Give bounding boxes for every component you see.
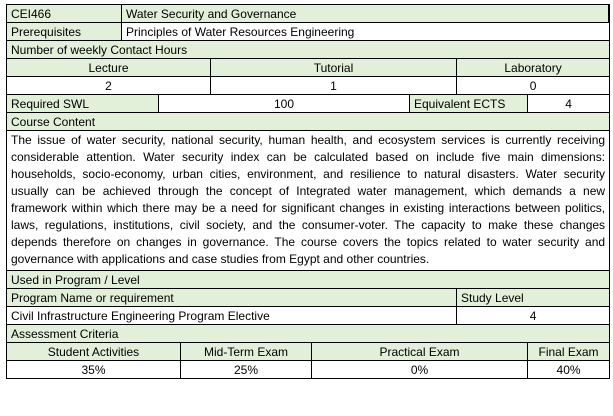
final-exam-value: 40%: [528, 361, 610, 379]
course-content-heading-row: [7, 113, 610, 131]
required-swl-label: Required SWL: [7, 95, 159, 113]
program-heading-row: [7, 271, 610, 289]
course-spec-table: [6, 4, 610, 379]
student-activities-value: 35%: [7, 361, 181, 379]
prerequisites-value: Principles of Water Resources Engineering: [122, 23, 610, 41]
laboratory-hours: 0: [457, 77, 610, 95]
student-activities-label: Student Activities: [7, 343, 181, 361]
contact-hours-values-row: [7, 77, 610, 95]
contact-hours-heading-row: [7, 41, 610, 59]
contact-hours-heading: Number of weekly Contact Hours: [7, 41, 610, 59]
assessment-values-row: [7, 361, 610, 379]
course-content-heading: Course Content: [7, 113, 610, 131]
prerequisites-label: Prerequisites: [7, 23, 122, 41]
program-columns-row: [7, 289, 610, 307]
practical-exam-value: 0%: [312, 361, 528, 379]
swl-row: [7, 95, 610, 113]
assessment-heading: Assessment Criteria: [7, 325, 610, 343]
study-level-label: Study Level: [457, 289, 610, 307]
assessment-heading-row: [7, 325, 610, 343]
mid-term-exam-label: Mid-Term Exam: [181, 343, 312, 361]
final-exam-label: Final Exam: [528, 343, 610, 361]
practical-exam-label: Practical Exam: [312, 343, 528, 361]
lecture-label: Lecture: [7, 59, 211, 77]
program-heading: Used in Program / Level: [7, 271, 610, 289]
program-values-row: [7, 307, 610, 325]
contact-hours-columns-row: [7, 59, 610, 77]
equivalent-ects-label: Equivalent ECTS: [410, 95, 528, 113]
assessment-columns-row: [7, 343, 610, 361]
equivalent-ects-value: 4: [528, 95, 610, 113]
tutorial-hours: 1: [211, 77, 457, 95]
laboratory-label: Laboratory: [457, 59, 610, 77]
required-swl-value: 100: [159, 95, 410, 113]
course-header-row: [7, 5, 610, 23]
course-title: Water Security and Governance: [122, 5, 609, 23]
program-name-value: Civil Infrastructure Engineering Program Elective: [7, 307, 457, 325]
mid-term-exam-value: 25%: [181, 361, 312, 379]
course-content-text: The issue of water security, national security, human health, and ecosystem services is currently receiving considerable attention. Water security index can be calculated based on include five main dimensions: households, socio-economy, urban cities, environment, and resilience to natural disasters. Water security usually can be achieved through the concept of Integrated water management, which demands a new framework within which there may be a need for significant changes in existing interactions between politics, laws, regulations, institutions, civil society, and the consumer-voter. The capacity to make these changes depends therefore on changes in governance. The course covers the topics related to water security and governance with applications and case studies from Egypt and other countries.: [7, 131, 610, 271]
study-level-value: 4: [457, 307, 610, 325]
course-content-row: [7, 131, 610, 271]
course-code: CEI466: [7, 5, 122, 23]
program-name-label: Program Name or requirement: [7, 289, 457, 307]
lecture-hours: 2: [7, 77, 211, 95]
credit-hours: [609, 5, 610, 23]
prerequisites-row: [7, 23, 610, 41]
tutorial-label: Tutorial: [211, 59, 457, 77]
